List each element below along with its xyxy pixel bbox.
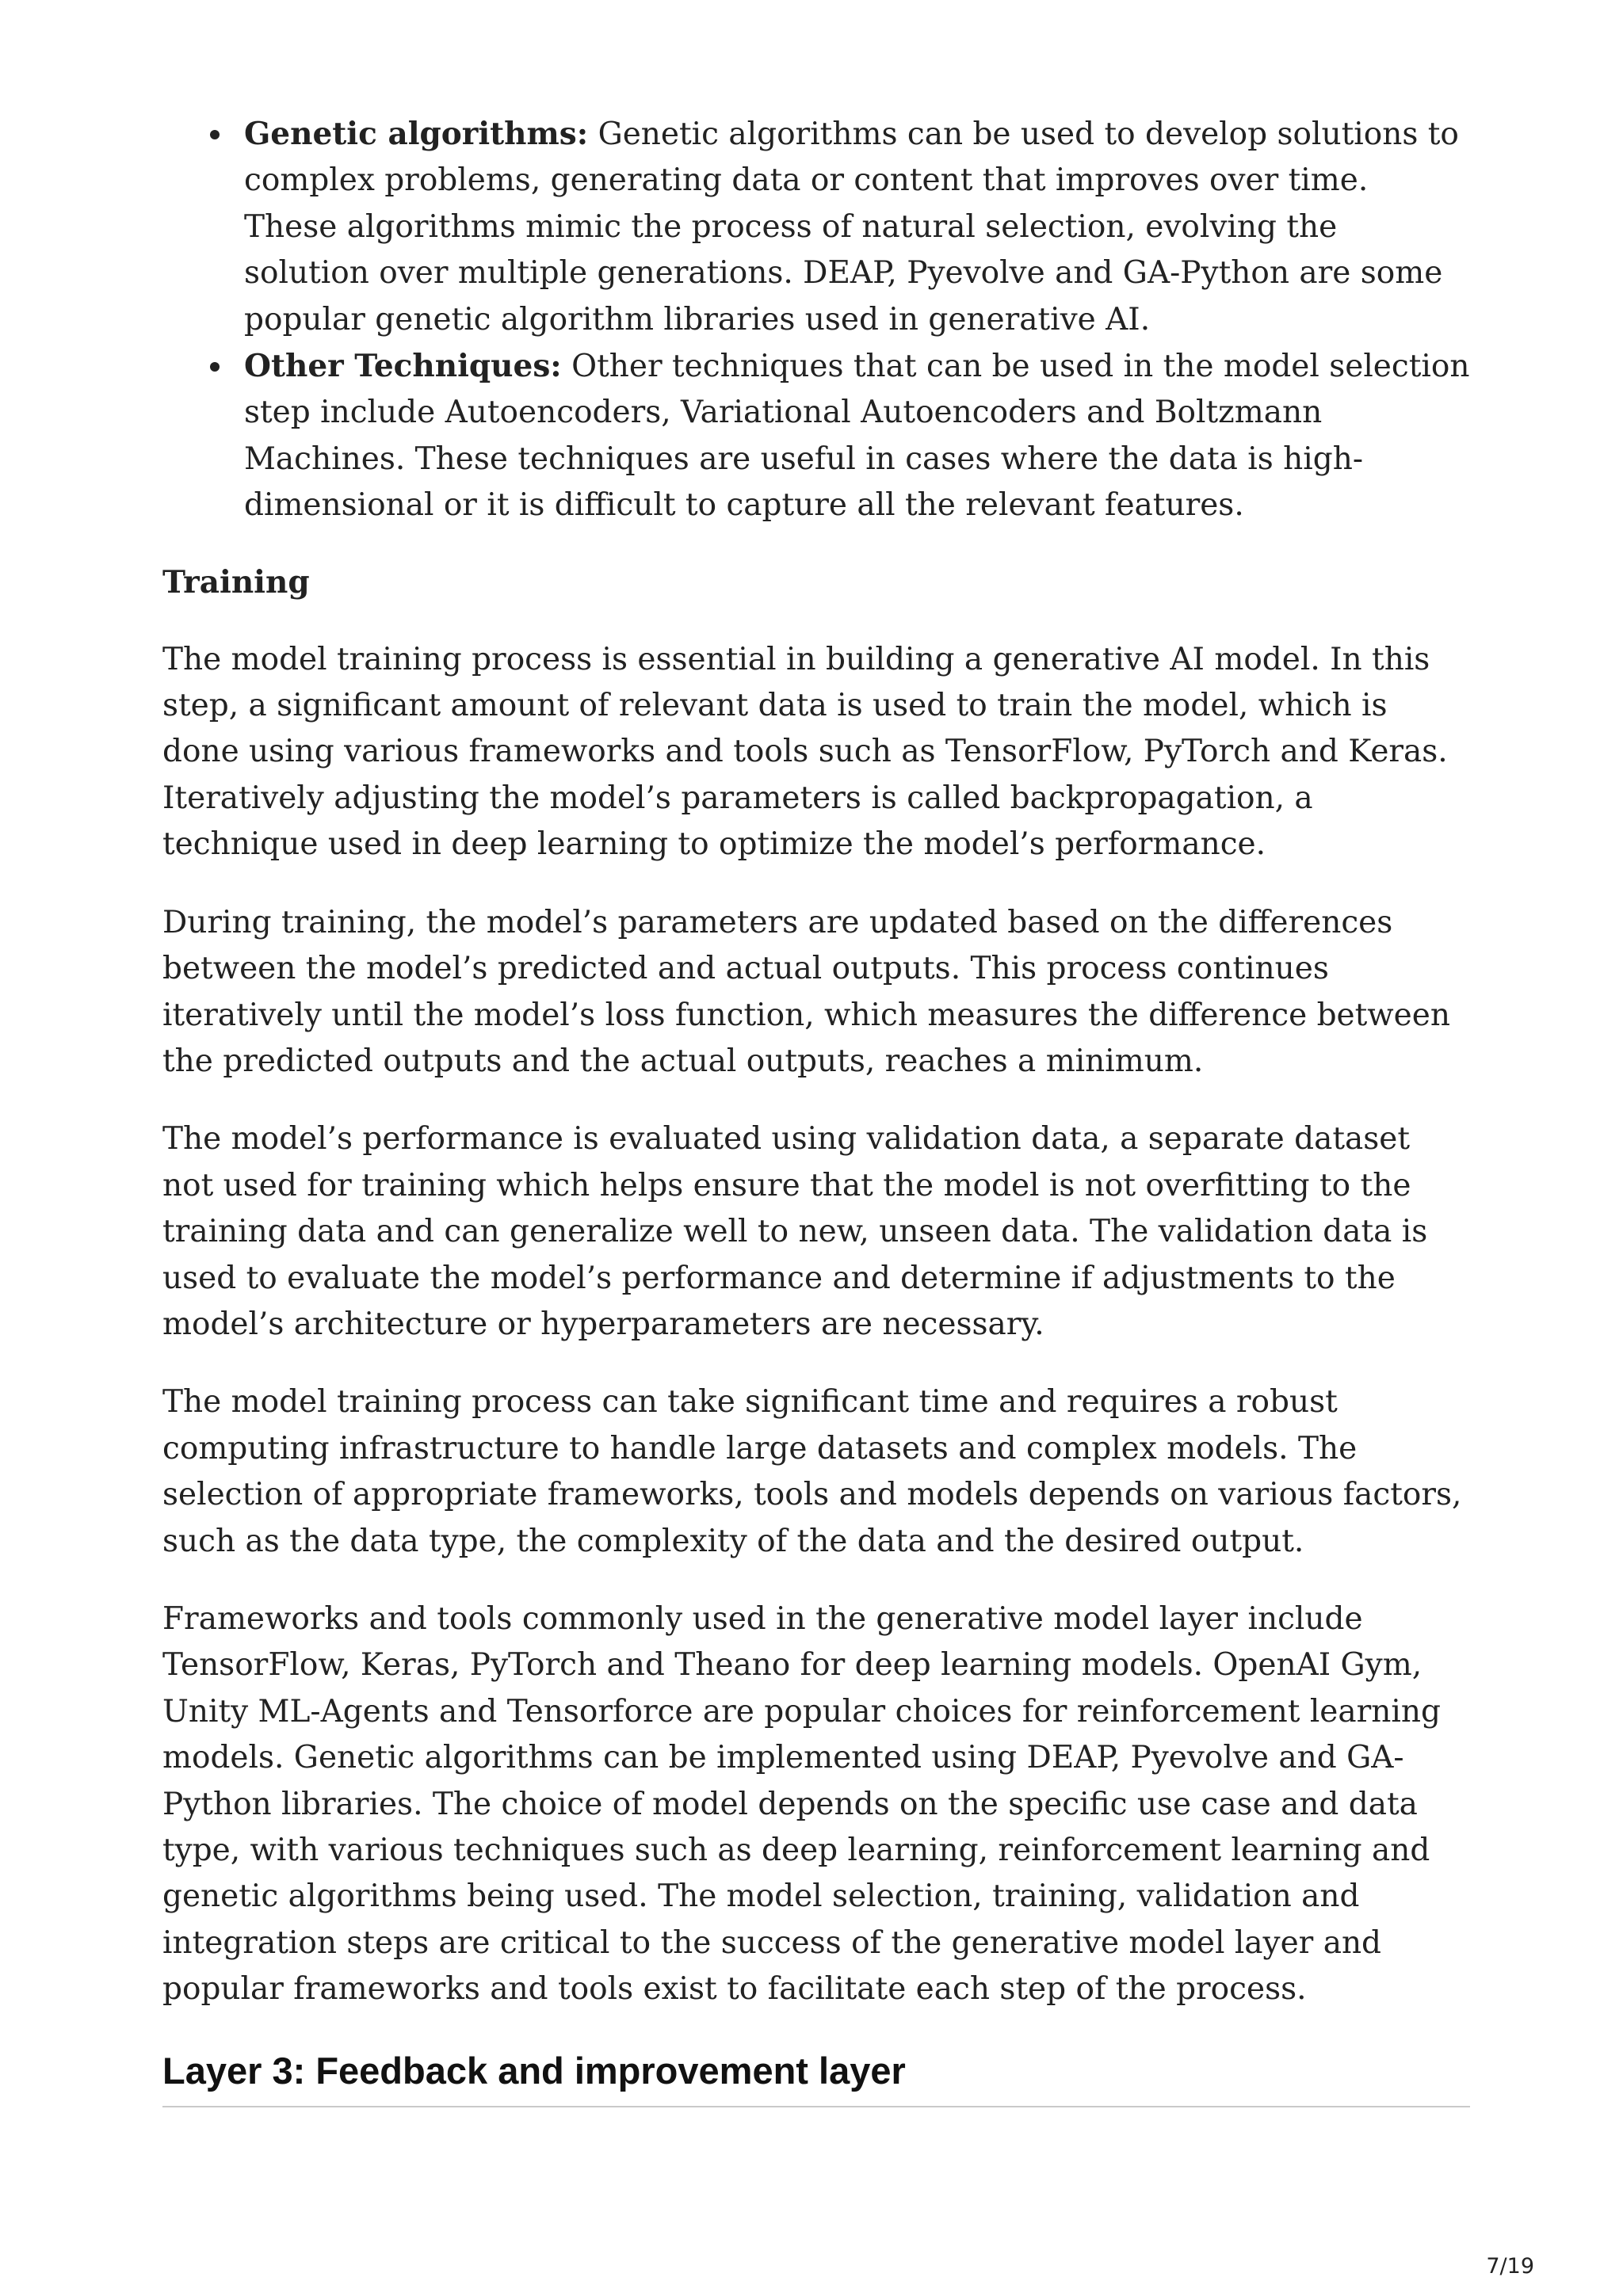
list-item-term: Genetic algorithms: xyxy=(244,116,589,152)
list-item-genetic-algorithms xyxy=(244,111,1470,343)
paragraph: The model training process can take significant time and requires a robust computing infrastructure to handle large datasets and complex models. The selection of appropriate frameworks, tools and models depends on various factors, such as the data type, the complexity of the data and the desired output. xyxy=(162,1384,1462,1559)
training-heading: Training xyxy=(162,563,310,601)
list-item-other-techniques xyxy=(244,343,1470,529)
list-item-text: Other techniques that can be used in the model selection step include Autoencoders, Variational Autoencoders and Boltzmann Machines. These techniques are useful in cases where the data is high-dimensional or it is difficult to capture all the relevant features. xyxy=(244,349,1470,524)
paragraph: Frameworks and tools commonly used in the generative model layer include TensorFlow, Keras, PyTorch and Theano for deep learning models. OpenAI Gym, Unity ML-Agents and Tensorforce are popular choices for reinforcement learning models. Genetic algorithms can be implemented using DEAP, Pyevolve and GA-Python libraries. The choice of model depends on the specific use case and data type, with various techniques such as deep learning, reinforcement learning and genetic algorithms being used. The model selection, training, validation and integration steps are critical to the success of the generative model layer and popular frameworks and tools exist to facilitate each step of the process. xyxy=(162,1600,1441,2008)
paragraph: The model’s performance is evaluated using validation data, a separate dataset not used for training which helps ensure that the model is not overfitting to the training data and can generalize well to new, unseen data. The validation data is used to evaluate the model’s performance and determine if adjustments to the model’s architecture or hyperparameters are necessary. xyxy=(162,1121,1428,1342)
paragraph: During training, the model’s parameters are updated based on the differences between the model’s predicted and actual outputs. This process continues iteratively until the model’s loss function, which measures the difference between the predicted outputs and the actual outputs, reaches a minimum. xyxy=(162,904,1450,1079)
layer-3-heading: Layer 3: Feedback and improvement layer xyxy=(162,2047,1470,2107)
document-body xyxy=(162,111,1470,2107)
technique-list xyxy=(162,111,1470,529)
page-number: 7/19 xyxy=(1486,2254,1534,2279)
paragraph: The model training process is essential in building a generative AI model. In this step, a significant amount of relevant data is used to train the model, which is done using various frameworks and tools such as TensorFlow, PyTorch and Keras. Iteratively adjusting the model’s parameters is called backpropagation, a technique used in deep learning to optimize the model’s performance. xyxy=(162,641,1448,863)
list-item-term: Other Techniques: xyxy=(244,348,562,385)
list-item-text: Genetic algorithms can be used to develop solutions to complex problems, generating data or content that improves over time. These algorithms mimic the process of natural selection, evolving the solution over multiple generations. DEAP, Pyevolve and GA-Python are some popular genetic algorithm libraries used in generative AI. xyxy=(244,116,1459,338)
